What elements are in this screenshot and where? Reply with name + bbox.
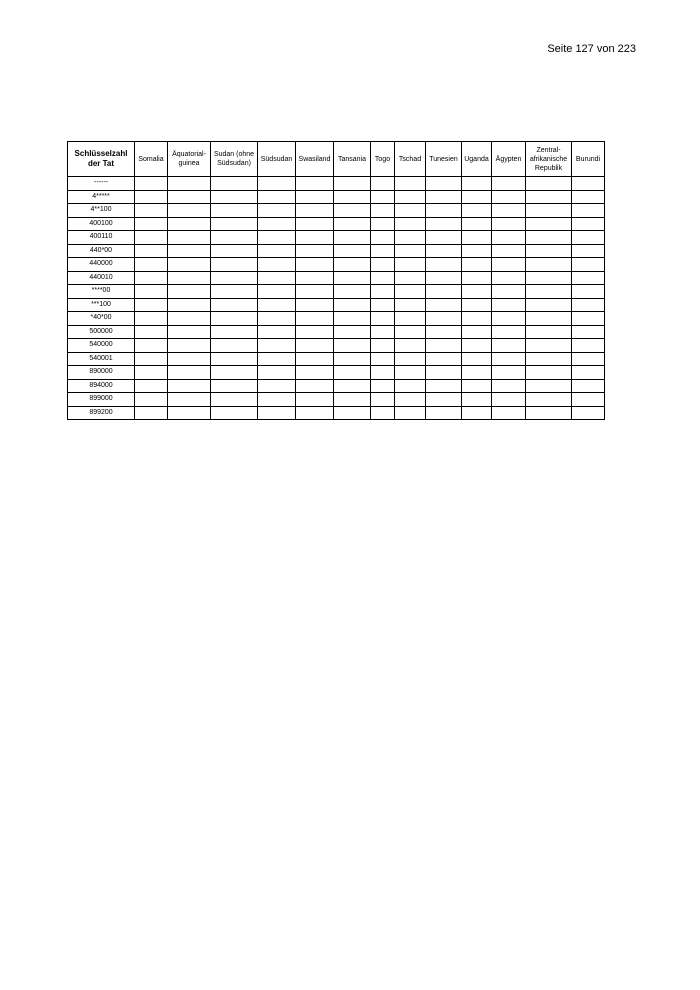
table-cell <box>526 285 572 299</box>
table-cell <box>426 231 462 245</box>
table-cell <box>526 366 572 380</box>
table-cell <box>395 271 426 285</box>
table-cell <box>135 231 168 245</box>
table-cell <box>492 312 526 326</box>
offense-key-cell: 440*00 <box>68 244 135 258</box>
table-cell <box>526 217 572 231</box>
table-cell <box>296 190 334 204</box>
table-cell <box>135 204 168 218</box>
offense-key-cell: ------ <box>68 177 135 191</box>
table-cell <box>572 217 605 231</box>
offense-key-cell: 400110 <box>68 231 135 245</box>
table-cell <box>211 217 258 231</box>
offense-key-cell: 899200 <box>68 406 135 420</box>
table-cell <box>526 325 572 339</box>
table-cell <box>462 217 492 231</box>
table-cell <box>371 352 395 366</box>
table-cell <box>258 244 296 258</box>
table-cell <box>572 366 605 380</box>
column-header-country: Swasiland <box>296 142 334 177</box>
table-cell <box>395 217 426 231</box>
column-header-key: Schlüsselzahl der Tat <box>68 142 135 177</box>
table-cell <box>492 244 526 258</box>
column-header-country: Uganda <box>462 142 492 177</box>
column-header-country: Tansania <box>334 142 371 177</box>
table-cell <box>168 366 211 380</box>
table-cell <box>371 204 395 218</box>
table-cell <box>526 339 572 353</box>
table-cell <box>371 271 395 285</box>
table-cell <box>426 352 462 366</box>
table-cell <box>296 406 334 420</box>
table-cell <box>258 312 296 326</box>
table-cell <box>296 393 334 407</box>
table-cell <box>371 177 395 191</box>
page-number: Seite 127 von 223 <box>547 43 636 55</box>
offense-key-cell: ****00 <box>68 285 135 299</box>
table-cell <box>572 393 605 407</box>
table-cell <box>258 271 296 285</box>
table-cell <box>492 231 526 245</box>
column-header-country: Sudan (ohne Südsudan) <box>211 142 258 177</box>
table-cell <box>334 271 371 285</box>
table-cell <box>334 366 371 380</box>
table-row <box>68 271 605 285</box>
table-cell <box>211 231 258 245</box>
table-cell <box>462 325 492 339</box>
table-cell <box>211 244 258 258</box>
table-cell <box>492 379 526 393</box>
table-cell <box>334 244 371 258</box>
table-cell <box>168 339 211 353</box>
table-cell <box>462 285 492 299</box>
table-cell <box>492 366 526 380</box>
table-cell <box>526 352 572 366</box>
table-cell <box>211 271 258 285</box>
table-cell <box>334 406 371 420</box>
table-cell <box>296 352 334 366</box>
table-cell <box>211 366 258 380</box>
table-cell <box>168 271 211 285</box>
table-cell <box>168 258 211 272</box>
table-cell <box>526 244 572 258</box>
table-cell <box>334 339 371 353</box>
table-cell <box>258 339 296 353</box>
table-cell <box>371 298 395 312</box>
table-cell <box>258 204 296 218</box>
table-row <box>68 352 605 366</box>
table-cell <box>526 190 572 204</box>
table-cell <box>462 406 492 420</box>
table-cell <box>211 393 258 407</box>
table-cell <box>371 258 395 272</box>
table-cell <box>168 352 211 366</box>
table-header-row <box>68 142 605 177</box>
table-cell <box>135 366 168 380</box>
table-cell <box>526 177 572 191</box>
table-cell <box>296 339 334 353</box>
table-cell <box>426 339 462 353</box>
table-cell <box>526 393 572 407</box>
table-cell <box>371 190 395 204</box>
table-cell <box>395 204 426 218</box>
column-header-country: Äquatorial-guinea <box>168 142 211 177</box>
table-cell <box>296 217 334 231</box>
table-cell <box>211 285 258 299</box>
table-cell <box>462 379 492 393</box>
table-cell <box>168 190 211 204</box>
table-cell <box>258 298 296 312</box>
table-cell <box>526 312 572 326</box>
table-cell <box>296 204 334 218</box>
table-cell <box>135 271 168 285</box>
table-cell <box>334 258 371 272</box>
table-cell <box>168 325 211 339</box>
table-row <box>68 244 605 258</box>
table-cell <box>572 298 605 312</box>
column-header-country: Tschad <box>395 142 426 177</box>
table-cell <box>296 379 334 393</box>
table-cell <box>135 258 168 272</box>
table-cell <box>395 366 426 380</box>
table-cell <box>462 258 492 272</box>
table-cell <box>135 352 168 366</box>
table-cell <box>168 177 211 191</box>
offense-key-cell: 540000 <box>68 339 135 353</box>
table-cell <box>211 190 258 204</box>
table-cell <box>258 352 296 366</box>
offense-key-cell: 440000 <box>68 258 135 272</box>
table-cell <box>258 177 296 191</box>
table-cell <box>426 325 462 339</box>
table-cell <box>492 298 526 312</box>
table-cell <box>135 190 168 204</box>
table-cell <box>526 379 572 393</box>
table-cell <box>334 231 371 245</box>
table-cell <box>492 271 526 285</box>
table-cell <box>526 271 572 285</box>
table-cell <box>334 393 371 407</box>
table-cell <box>395 406 426 420</box>
table-cell <box>426 204 462 218</box>
table-cell <box>426 190 462 204</box>
table-cell <box>572 325 605 339</box>
table-cell <box>168 204 211 218</box>
table-cell <box>426 298 462 312</box>
column-header-country: Burundi <box>572 142 605 177</box>
table-cell <box>572 379 605 393</box>
column-header-country: Zentral-afrikanische Republik <box>526 142 572 177</box>
table-cell <box>168 379 211 393</box>
table-cell <box>395 352 426 366</box>
table-cell <box>211 177 258 191</box>
offense-key-cell: 540001 <box>68 352 135 366</box>
table-cell <box>572 271 605 285</box>
table-cell <box>572 177 605 191</box>
table-row <box>68 379 605 393</box>
table-cell <box>395 285 426 299</box>
table-cell <box>135 244 168 258</box>
table-cell <box>168 231 211 245</box>
offense-key-cell: 890000 <box>68 366 135 380</box>
table-cell <box>258 285 296 299</box>
table-cell <box>572 231 605 245</box>
table-cell <box>371 231 395 245</box>
table-cell <box>168 298 211 312</box>
table-cell <box>135 177 168 191</box>
table-cell <box>395 177 426 191</box>
table-cell <box>572 204 605 218</box>
table-cell <box>492 339 526 353</box>
table-row <box>68 312 605 326</box>
table-cell <box>168 285 211 299</box>
table-cell <box>258 325 296 339</box>
table-cell <box>426 217 462 231</box>
table-cell <box>395 312 426 326</box>
offense-key-cell: 4***** <box>68 190 135 204</box>
table-cell <box>462 271 492 285</box>
table-cell <box>135 312 168 326</box>
table-cell <box>135 379 168 393</box>
table-cell <box>572 258 605 272</box>
offense-key-cell: 4**100 <box>68 204 135 218</box>
table-cell <box>426 244 462 258</box>
table-cell <box>395 244 426 258</box>
table-cell <box>258 366 296 380</box>
table-row <box>68 325 605 339</box>
table-cell <box>371 285 395 299</box>
table-cell <box>462 190 492 204</box>
table-cell <box>462 231 492 245</box>
table-cell <box>211 298 258 312</box>
table-cell <box>426 366 462 380</box>
table-cell <box>211 204 258 218</box>
table-cell <box>296 244 334 258</box>
table-cell <box>492 190 526 204</box>
table-cell <box>462 352 492 366</box>
table-cell <box>371 339 395 353</box>
table-cell <box>395 231 426 245</box>
table-cell <box>426 258 462 272</box>
table-cell <box>492 258 526 272</box>
table-cell <box>334 190 371 204</box>
table-cell <box>526 298 572 312</box>
table-cell <box>492 406 526 420</box>
table-cell <box>492 204 526 218</box>
table-cell <box>371 217 395 231</box>
table-cell <box>492 325 526 339</box>
table-cell <box>492 352 526 366</box>
table-row <box>68 393 605 407</box>
table-cell <box>168 244 211 258</box>
table-cell <box>168 217 211 231</box>
table-cell <box>211 325 258 339</box>
table-cell <box>395 379 426 393</box>
table-row <box>68 217 605 231</box>
table-cell <box>334 325 371 339</box>
table-cell <box>296 177 334 191</box>
column-header-country: Somalia <box>135 142 168 177</box>
table-cell <box>426 379 462 393</box>
table-row <box>68 177 605 191</box>
table-cell <box>135 393 168 407</box>
table-cell <box>296 258 334 272</box>
table-cell <box>135 406 168 420</box>
table-cell <box>462 298 492 312</box>
table-cell <box>526 231 572 245</box>
table-cell <box>462 177 492 191</box>
offense-key-cell: 894000 <box>68 379 135 393</box>
table-cell <box>492 393 526 407</box>
table-cell <box>334 298 371 312</box>
table-cell <box>334 177 371 191</box>
offense-key-cell: 440010 <box>68 271 135 285</box>
table-cell <box>492 217 526 231</box>
offense-key-cell: 500000 <box>68 325 135 339</box>
table-cell <box>426 312 462 326</box>
table-cell <box>135 325 168 339</box>
table-cell <box>526 406 572 420</box>
table-cell <box>258 217 296 231</box>
table-cell <box>211 352 258 366</box>
table-cell <box>135 217 168 231</box>
table-cell <box>258 379 296 393</box>
table-cell <box>572 312 605 326</box>
table-cell <box>426 393 462 407</box>
table-cell <box>371 312 395 326</box>
table-cell <box>258 190 296 204</box>
table-cell <box>371 244 395 258</box>
table-cell <box>334 204 371 218</box>
table-cell <box>526 204 572 218</box>
column-header-country: Südsudan <box>258 142 296 177</box>
table-cell <box>492 177 526 191</box>
table-cell <box>258 393 296 407</box>
table-cell <box>371 325 395 339</box>
table-cell <box>371 379 395 393</box>
offense-key-cell: 899000 <box>68 393 135 407</box>
table-cell <box>135 298 168 312</box>
table-row <box>68 231 605 245</box>
column-header-country: Ägypten <box>492 142 526 177</box>
table-cell <box>296 231 334 245</box>
table-cell <box>572 339 605 353</box>
column-header-country: Togo <box>371 142 395 177</box>
table-cell <box>296 298 334 312</box>
table-cell <box>135 339 168 353</box>
table-cell <box>462 366 492 380</box>
table-cell <box>426 271 462 285</box>
table-cell <box>395 298 426 312</box>
table-cell <box>526 258 572 272</box>
table-cell <box>492 285 526 299</box>
table-cell <box>168 312 211 326</box>
table-cell <box>572 285 605 299</box>
table-cell <box>572 244 605 258</box>
table-cell <box>168 393 211 407</box>
table-cell <box>371 393 395 407</box>
table-cell <box>258 258 296 272</box>
table-row <box>68 298 605 312</box>
table-cell <box>426 177 462 191</box>
table-row <box>68 204 605 218</box>
table-cell <box>395 339 426 353</box>
table-cell <box>258 406 296 420</box>
table-row <box>68 339 605 353</box>
table-row <box>68 190 605 204</box>
table-cell <box>572 406 605 420</box>
table-cell <box>462 312 492 326</box>
table-row <box>68 366 605 380</box>
table-cell <box>426 406 462 420</box>
table-cell <box>296 325 334 339</box>
table-cell <box>371 406 395 420</box>
table-cell <box>462 393 492 407</box>
table-cell <box>334 312 371 326</box>
table-cell <box>371 366 395 380</box>
table-cell <box>211 312 258 326</box>
table-cell <box>296 285 334 299</box>
offense-key-cell: 400100 <box>68 217 135 231</box>
table-cell <box>211 339 258 353</box>
table-cell <box>572 190 605 204</box>
table-body <box>68 177 605 420</box>
table-cell <box>168 406 211 420</box>
offense-country-table <box>67 141 605 420</box>
table-row <box>68 406 605 420</box>
table-cell <box>211 258 258 272</box>
table-row <box>68 285 605 299</box>
table-cell <box>135 285 168 299</box>
table-cell <box>462 339 492 353</box>
table-cell <box>395 393 426 407</box>
table-cell <box>296 312 334 326</box>
table-row <box>68 258 605 272</box>
table-cell <box>395 258 426 272</box>
offense-key-cell: ***100 <box>68 298 135 312</box>
table-cell <box>334 352 371 366</box>
table-cell <box>211 406 258 420</box>
table-cell <box>334 285 371 299</box>
table-cell <box>334 217 371 231</box>
table-cell <box>462 204 492 218</box>
table-cell <box>462 244 492 258</box>
column-header-country: Tunesien <box>426 142 462 177</box>
table-cell <box>395 190 426 204</box>
table-cell <box>211 379 258 393</box>
table-cell <box>296 366 334 380</box>
table-cell <box>296 271 334 285</box>
table-cell <box>258 231 296 245</box>
offense-key-cell: *40*00 <box>68 312 135 326</box>
table-cell <box>426 285 462 299</box>
table-cell <box>572 352 605 366</box>
table-cell <box>395 325 426 339</box>
table-cell <box>334 379 371 393</box>
